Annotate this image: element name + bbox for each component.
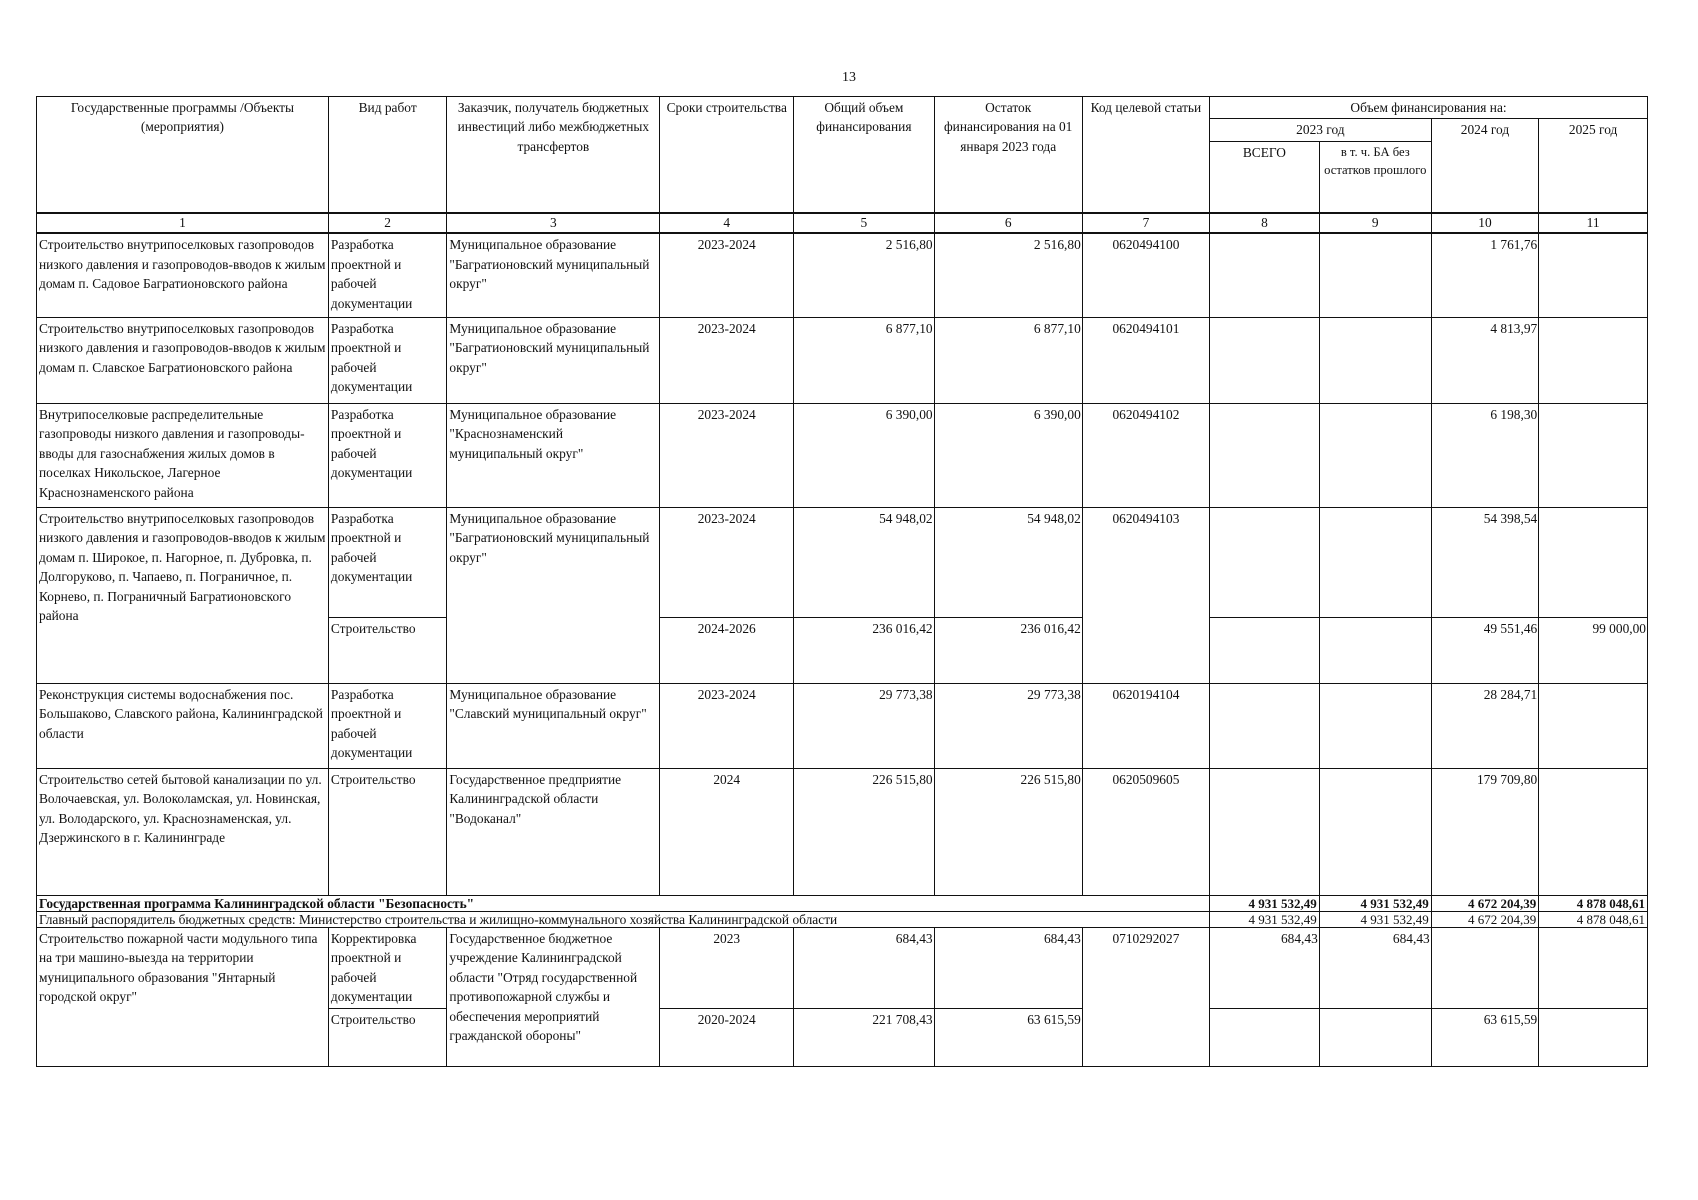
column-number: 11	[1539, 213, 1648, 233]
period: 2020-2024	[660, 1008, 794, 1066]
y2025	[1539, 683, 1648, 768]
target-code: 0620194104	[1082, 683, 1209, 768]
total-financing: 236 016,42	[794, 617, 934, 683]
period: 2023-2024	[660, 507, 794, 617]
column-number: 8	[1210, 213, 1320, 233]
y2025	[1539, 507, 1648, 617]
remainder: 2 516,80	[934, 233, 1082, 317]
y2023-total	[1210, 317, 1320, 403]
y2024: 49 551,46	[1431, 617, 1539, 683]
program-y2023-total: 4 931 532,49	[1210, 895, 1320, 911]
object-name: Строительство внутрипоселковых газопроводов низкого давления и газопроводов-вводов к жилым домам п. Славское Багратионовского района	[37, 317, 329, 403]
y2023-ba: 684,43	[1319, 927, 1431, 1008]
customer: Муниципальное образование "Багратионовский муниципальный округ"	[447, 233, 660, 317]
column-number: 10	[1431, 213, 1539, 233]
y2023-ba	[1319, 617, 1431, 683]
work-type: Разработка проектной и рабочей документации	[328, 317, 447, 403]
header-financing-group: Объем финансирования на:	[1210, 97, 1648, 119]
target-code: 0710292027	[1082, 927, 1209, 1066]
y2025	[1539, 927, 1648, 1008]
period: 2023-2024	[660, 317, 794, 403]
target-code: 0620494101	[1082, 317, 1209, 403]
header-total-financing: Общий объем финансирования	[794, 97, 934, 214]
object-name: Внутрипоселковые распределительные газопроводы низкого давления и газопроводы-вводы для газоснабжения жилых домов в поселках Никольское, Лагерное Краснознаменского района	[37, 403, 329, 507]
target-code: 0620494103	[1082, 507, 1209, 683]
remainder: 29 773,38	[934, 683, 1082, 768]
total-financing: 6 877,10	[794, 317, 934, 403]
period: 2024-2026	[660, 617, 794, 683]
header-total: ВСЕГО	[1210, 141, 1320, 213]
work-type: Разработка проектной и рабочей документации	[328, 507, 447, 617]
y2025	[1539, 233, 1648, 317]
y2023-ba	[1319, 233, 1431, 317]
y2023-total	[1210, 768, 1320, 895]
work-type: Корректировка проектной и рабочей документации	[328, 927, 447, 1008]
customer: Муниципальное образование "Славский муниципальный округ"	[447, 683, 660, 768]
object-name: Строительство внутрипоселковых газопроводов низкого давления и газопроводов-вводов к жилым домам п. Садовое Багратионовского района	[37, 233, 329, 317]
column-number: 9	[1319, 213, 1431, 233]
table-row	[37, 927, 1648, 1008]
table-row	[37, 507, 1648, 617]
header-target-code: Код целевой статьи	[1082, 97, 1209, 214]
customer: Муниципальное образование "Краснознаменский муниципальный округ"	[447, 403, 660, 507]
total-financing: 684,43	[794, 927, 934, 1008]
work-type: Строительство	[328, 768, 447, 895]
remainder: 684,43	[934, 927, 1082, 1008]
remainder: 63 615,59	[934, 1008, 1082, 1066]
column-number: 6	[934, 213, 1082, 233]
header-incl-ba: в т. ч. БА без остатков прошлого	[1319, 141, 1431, 213]
ministry-total-row	[37, 911, 1648, 927]
y2024: 28 284,71	[1431, 683, 1539, 768]
program-total-label: Государственная программа Калининградской области "Безопасность"	[37, 895, 1210, 911]
period: 2023	[660, 927, 794, 1008]
total-financing: 29 773,38	[794, 683, 934, 768]
y2023-ba	[1319, 403, 1431, 507]
header-remainder: Остаток финансирования на 01 января 2023 года	[934, 97, 1082, 214]
y2023-total	[1210, 507, 1320, 617]
y2024	[1431, 927, 1539, 1008]
total-financing: 6 390,00	[794, 403, 934, 507]
target-code: 0620494102	[1082, 403, 1209, 507]
y2025	[1539, 403, 1648, 507]
y2025: 99 000,00	[1539, 617, 1648, 683]
header-customer: Заказчик, получатель бюджетных инвестиций либо межбюджетных трансфертов	[447, 97, 660, 214]
y2023-total	[1210, 1008, 1320, 1066]
header-year-2024: 2024 год	[1431, 119, 1539, 213]
period: 2023-2024	[660, 233, 794, 317]
object-name: Строительство внутрипоселковых газопроводов низкого давления и газопроводов-вводов к жилым домам п. Широкое, п. Нагорное, п. Дубровка, п. Долгоруково, п. Чапаево, п. Пограничное, п. Корнево, п. Пограничный Багратионовского района	[37, 507, 329, 683]
y2023-total	[1210, 403, 1320, 507]
object-name: Строительство пожарной части модульного типа на три машино-выезда на территории муниципального образования "Янтарный городской округ"	[37, 927, 329, 1066]
y2023-ba	[1319, 1008, 1431, 1066]
column-number: 2	[328, 213, 447, 233]
work-type: Строительство	[328, 1008, 447, 1066]
y2023-ba	[1319, 768, 1431, 895]
ministry-y2024: 4 672 204,39	[1431, 911, 1539, 927]
ministry-y2025: 4 878 048,61	[1539, 911, 1648, 927]
work-type: Разработка проектной и рабочей документации	[328, 683, 447, 768]
y2025	[1539, 1008, 1648, 1066]
remainder: 6 877,10	[934, 317, 1082, 403]
column-number: 4	[660, 213, 794, 233]
table-row	[37, 768, 1648, 895]
y2024: 4 813,97	[1431, 317, 1539, 403]
ministry-y2023-total: 4 931 532,49	[1210, 911, 1320, 927]
total-financing: 221 708,43	[794, 1008, 934, 1066]
customer: Государственное бюджетное учреждение Калининградской области "Отряд государственной противопожарной службы и обеспечения мероприятий гражданской обороны"	[447, 927, 660, 1066]
table-row	[37, 317, 1648, 403]
work-type: Строительство	[328, 617, 447, 683]
total-financing: 2 516,80	[794, 233, 934, 317]
header-work-type: Вид работ	[328, 97, 447, 214]
remainder: 236 016,42	[934, 617, 1082, 683]
customer: Муниципальное образование "Багратионовский муниципальный округ"	[447, 507, 660, 683]
header-year-2025: 2025 год	[1539, 119, 1648, 213]
header-objects: Государственные программы /Объекты (мероприятия)	[37, 97, 329, 214]
y2023-total	[1210, 617, 1320, 683]
y2023-ba	[1319, 683, 1431, 768]
y2023-total	[1210, 683, 1320, 768]
program-total-row	[37, 895, 1648, 911]
table-row	[37, 233, 1648, 317]
target-code: 0620509605	[1082, 768, 1209, 895]
column-number: 5	[794, 213, 934, 233]
total-financing: 54 948,02	[794, 507, 934, 617]
y2023-ba	[1319, 507, 1431, 617]
y2023-ba	[1319, 317, 1431, 403]
remainder: 6 390,00	[934, 403, 1082, 507]
y2024: 54 398,54	[1431, 507, 1539, 617]
target-code: 0620494100	[1082, 233, 1209, 317]
table-row	[37, 403, 1648, 507]
object-name: Реконструкция системы водоснабжения пос. Большаково, Славского района, Калининградской области	[37, 683, 329, 768]
program-y2024: 4 672 204,39	[1431, 895, 1539, 911]
work-type: Разработка проектной и рабочей документации	[328, 403, 447, 507]
work-type: Разработка проектной и рабочей документации	[328, 233, 447, 317]
customer: Муниципальное образование "Багратионовский муниципальный округ"	[447, 317, 660, 403]
y2023-total: 684,43	[1210, 927, 1320, 1008]
period: 2024	[660, 768, 794, 895]
object-name: Строительство сетей бытовой канализации по ул. Волочаевская, ул. Волоколамская, ул. Новинская, ул. Володарского, ул. Краснознаменская, ул. Дзержинского в г. Калининграде	[37, 768, 329, 895]
header-period: Сроки строительства	[660, 97, 794, 214]
ministry-total-label: Главный распорядитель бюджетных средств: Министерство строительства и жилищно-коммунального хозяйства Калининградской области	[37, 911, 1210, 927]
period: 2023-2024	[660, 403, 794, 507]
y2024: 179 709,80	[1431, 768, 1539, 895]
y2023-total	[1210, 233, 1320, 317]
column-number: 7	[1082, 213, 1209, 233]
customer: Государственное предприятие Калининградской области "Водоканал"	[447, 768, 660, 895]
y2024: 63 615,59	[1431, 1008, 1539, 1066]
remainder: 226 515,80	[934, 768, 1082, 895]
program-y2023-ba: 4 931 532,49	[1319, 895, 1431, 911]
table-row	[37, 683, 1648, 768]
period: 2023-2024	[660, 683, 794, 768]
column-number: 3	[447, 213, 660, 233]
program-y2025: 4 878 048,61	[1539, 895, 1648, 911]
header-year-2023: 2023 год	[1210, 119, 1432, 141]
y2025	[1539, 317, 1648, 403]
column-number: 1	[37, 213, 329, 233]
y2024: 1 761,76	[1431, 233, 1539, 317]
y2024: 6 198,30	[1431, 403, 1539, 507]
page-number: 13	[842, 70, 856, 85]
y2025	[1539, 768, 1648, 895]
total-financing: 226 515,80	[794, 768, 934, 895]
ministry-y2023-ba: 4 931 532,49	[1319, 911, 1431, 927]
investment-table	[36, 96, 1648, 1067]
remainder: 54 948,02	[934, 507, 1082, 617]
